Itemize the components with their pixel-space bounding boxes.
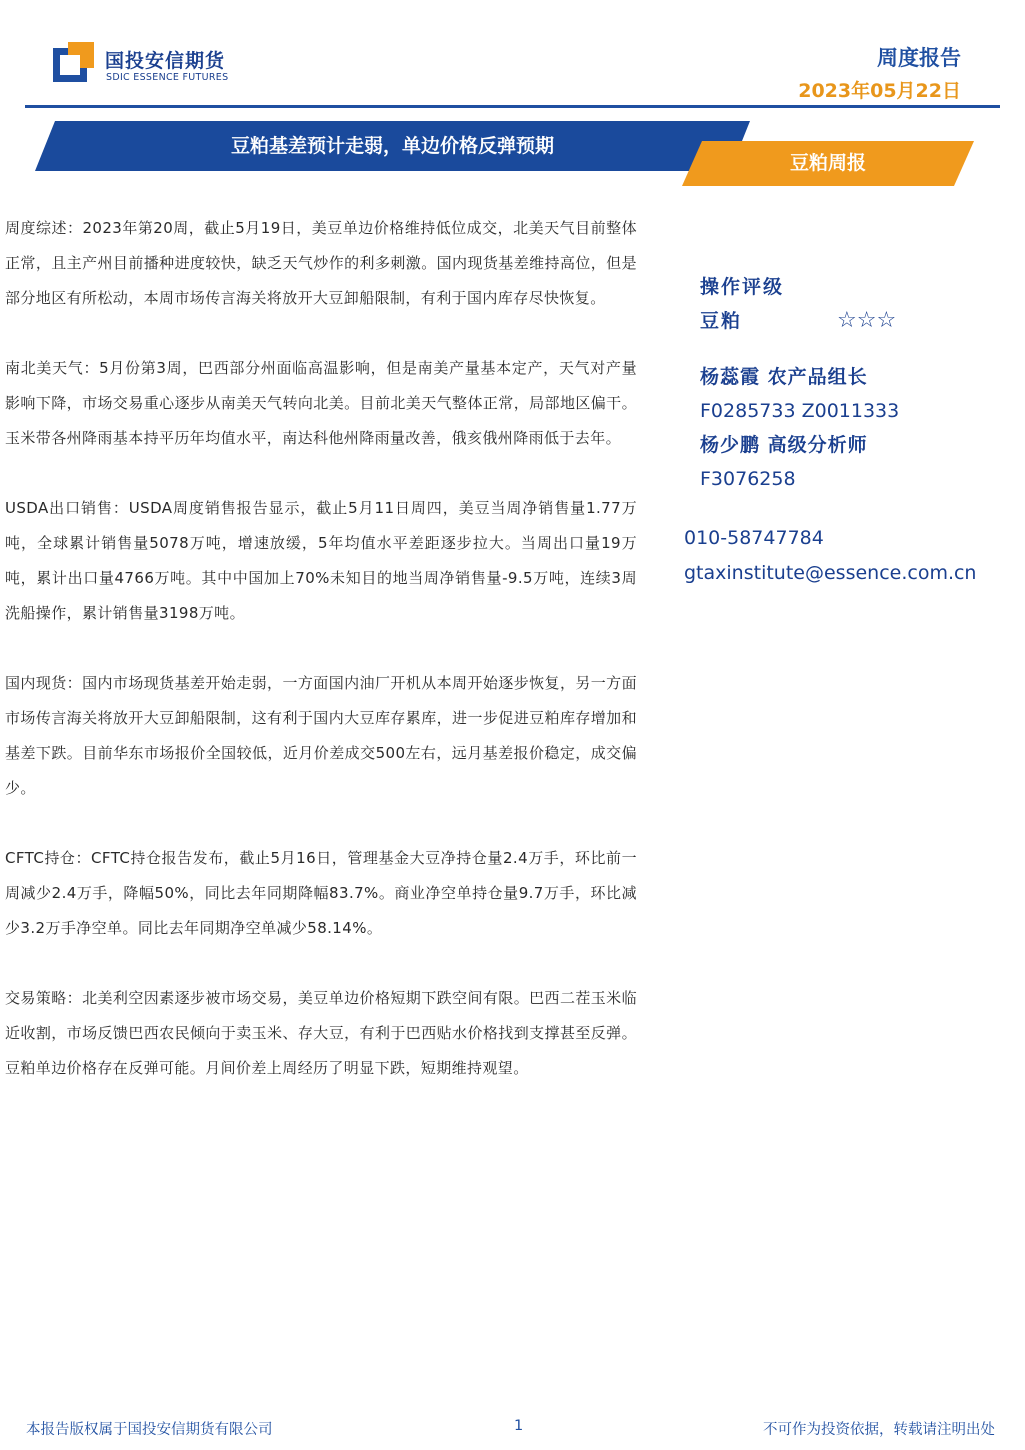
logo-text-en: SDIC ESSENCE FUTURES — [106, 72, 229, 83]
logo-text-cn: 国投安信期货 — [105, 50, 226, 72]
paragraph-usda-export: USDA出口销售：USDA周度销售报告显示，截止5月11日周四，美豆当周净销售量1.77万吨，全球累计销售量5078万吨，增速放缓，5年均值水平差距逐步拉大。当周出口量19万吨，累计出口量4766万吨。其中中国加上70%未知目的地当周净销售量-9.5万吨，连续3周洗船操作，累计销售量3198万吨。 — [5, 499, 637, 622]
analyst-1-ids: F0285733 Z0011333 — [700, 400, 900, 422]
report-type: 周度报告 — [877, 46, 961, 70]
rating-stars-icon: ☆☆☆ — [837, 308, 897, 333]
report-title: 豆粕基差预计走弱，单边价格反弹预期 — [230, 135, 554, 157]
analyst-2-ids: F3076258 — [700, 468, 796, 490]
footer-copyright: 本报告版权属于国投安信期货有限公司 — [26, 1422, 273, 1438]
paragraph-weather: 南北美天气：5月份第3周，巴西部分州面临高温影响，但是南美产量基本定产，天气对产量影响下降，市场交易重心逐步从南美天气转向北美。目前北美天气整体正常，局部地区偏干。玉米带各州降雨基本持平历年均值水平，南达科他州降雨量改善，俄亥俄州降雨低于去年。 — [5, 359, 637, 447]
footer-disclaimer: 不可作为投资依据，转载请注明出处 — [763, 1422, 995, 1438]
company-logo — [53, 40, 243, 90]
paragraph-cftc: CFTC持仓：CFTC持仓报告发布，截止5月16日，管理基金大豆净持仓量2.4万手，环比前一周减少2.4万手，降幅50%，同比去年同期降幅83.7%。商业净空单持仓量9.7万手，环比减少3.2万手净空单。同比去年同期净空单减少58.14%。 — [5, 849, 637, 937]
rating-panel — [700, 270, 1010, 496]
paragraph-strategy: 交易策略：北美利空因素逐步被市场交易，美豆单边价格短期下跌空间有限。巴西二茬玉米临近收割，市场反馈巴西农民倾向于卖玉米、存大豆，有利于巴西贴水价格找到支撑甚至反弹。豆粕单边价格存在反弹可能。月间价差上周经历了明显下跌，短期维持观望。 — [5, 989, 637, 1077]
page-number: 1 — [514, 1418, 524, 1434]
header-divider — [25, 105, 1000, 108]
analyst-1-name: 杨蕊霞 农产品组长 — [700, 366, 868, 388]
rating-title: 操作评级 — [700, 276, 785, 298]
report-body — [5, 211, 637, 1121]
paragraph-weekly-summary: 周度综述：2023年第20周，截止5月19日，美豆单边价格维持低位成交，北美天气目前整体正常，且主产州目前播种进度较快，缺乏天气炒作的利多刺激。国内现货基差维持高位，但是部分地区有所松动，本周市场传言海关将放开大豆卸船限制，有利于国内库存尽快恢复。 — [5, 219, 637, 307]
report-category: 豆粕周报 — [789, 152, 866, 174]
logo-mark-icon — [53, 42, 97, 86]
rating-row — [700, 304, 1010, 338]
rating-item: 豆粕 — [700, 310, 743, 332]
paragraph-domestic-spot: 国内现货：国内市场现货基差开始走弱，一方面国内油厂开机从本周开始逐步恢复，另一方面市场传言海关将放开大豆卸船限制，这有利于国内大豆库存累库，进一步促进豆粕库存增加和基差下跌。目前华东市场报价全国较低，近月价差成交500左右，远月基差报价稳定，成交偏少。 — [5, 674, 637, 797]
analyst-2-name: 杨少鹏 高级分析师 — [700, 434, 868, 456]
contact-phone: 010-58747784 — [684, 527, 824, 549]
contact-email[interactable]: gtaxinstitute@essence.com.cn — [684, 562, 977, 584]
report-date: 2023年05月22日 — [798, 80, 961, 102]
